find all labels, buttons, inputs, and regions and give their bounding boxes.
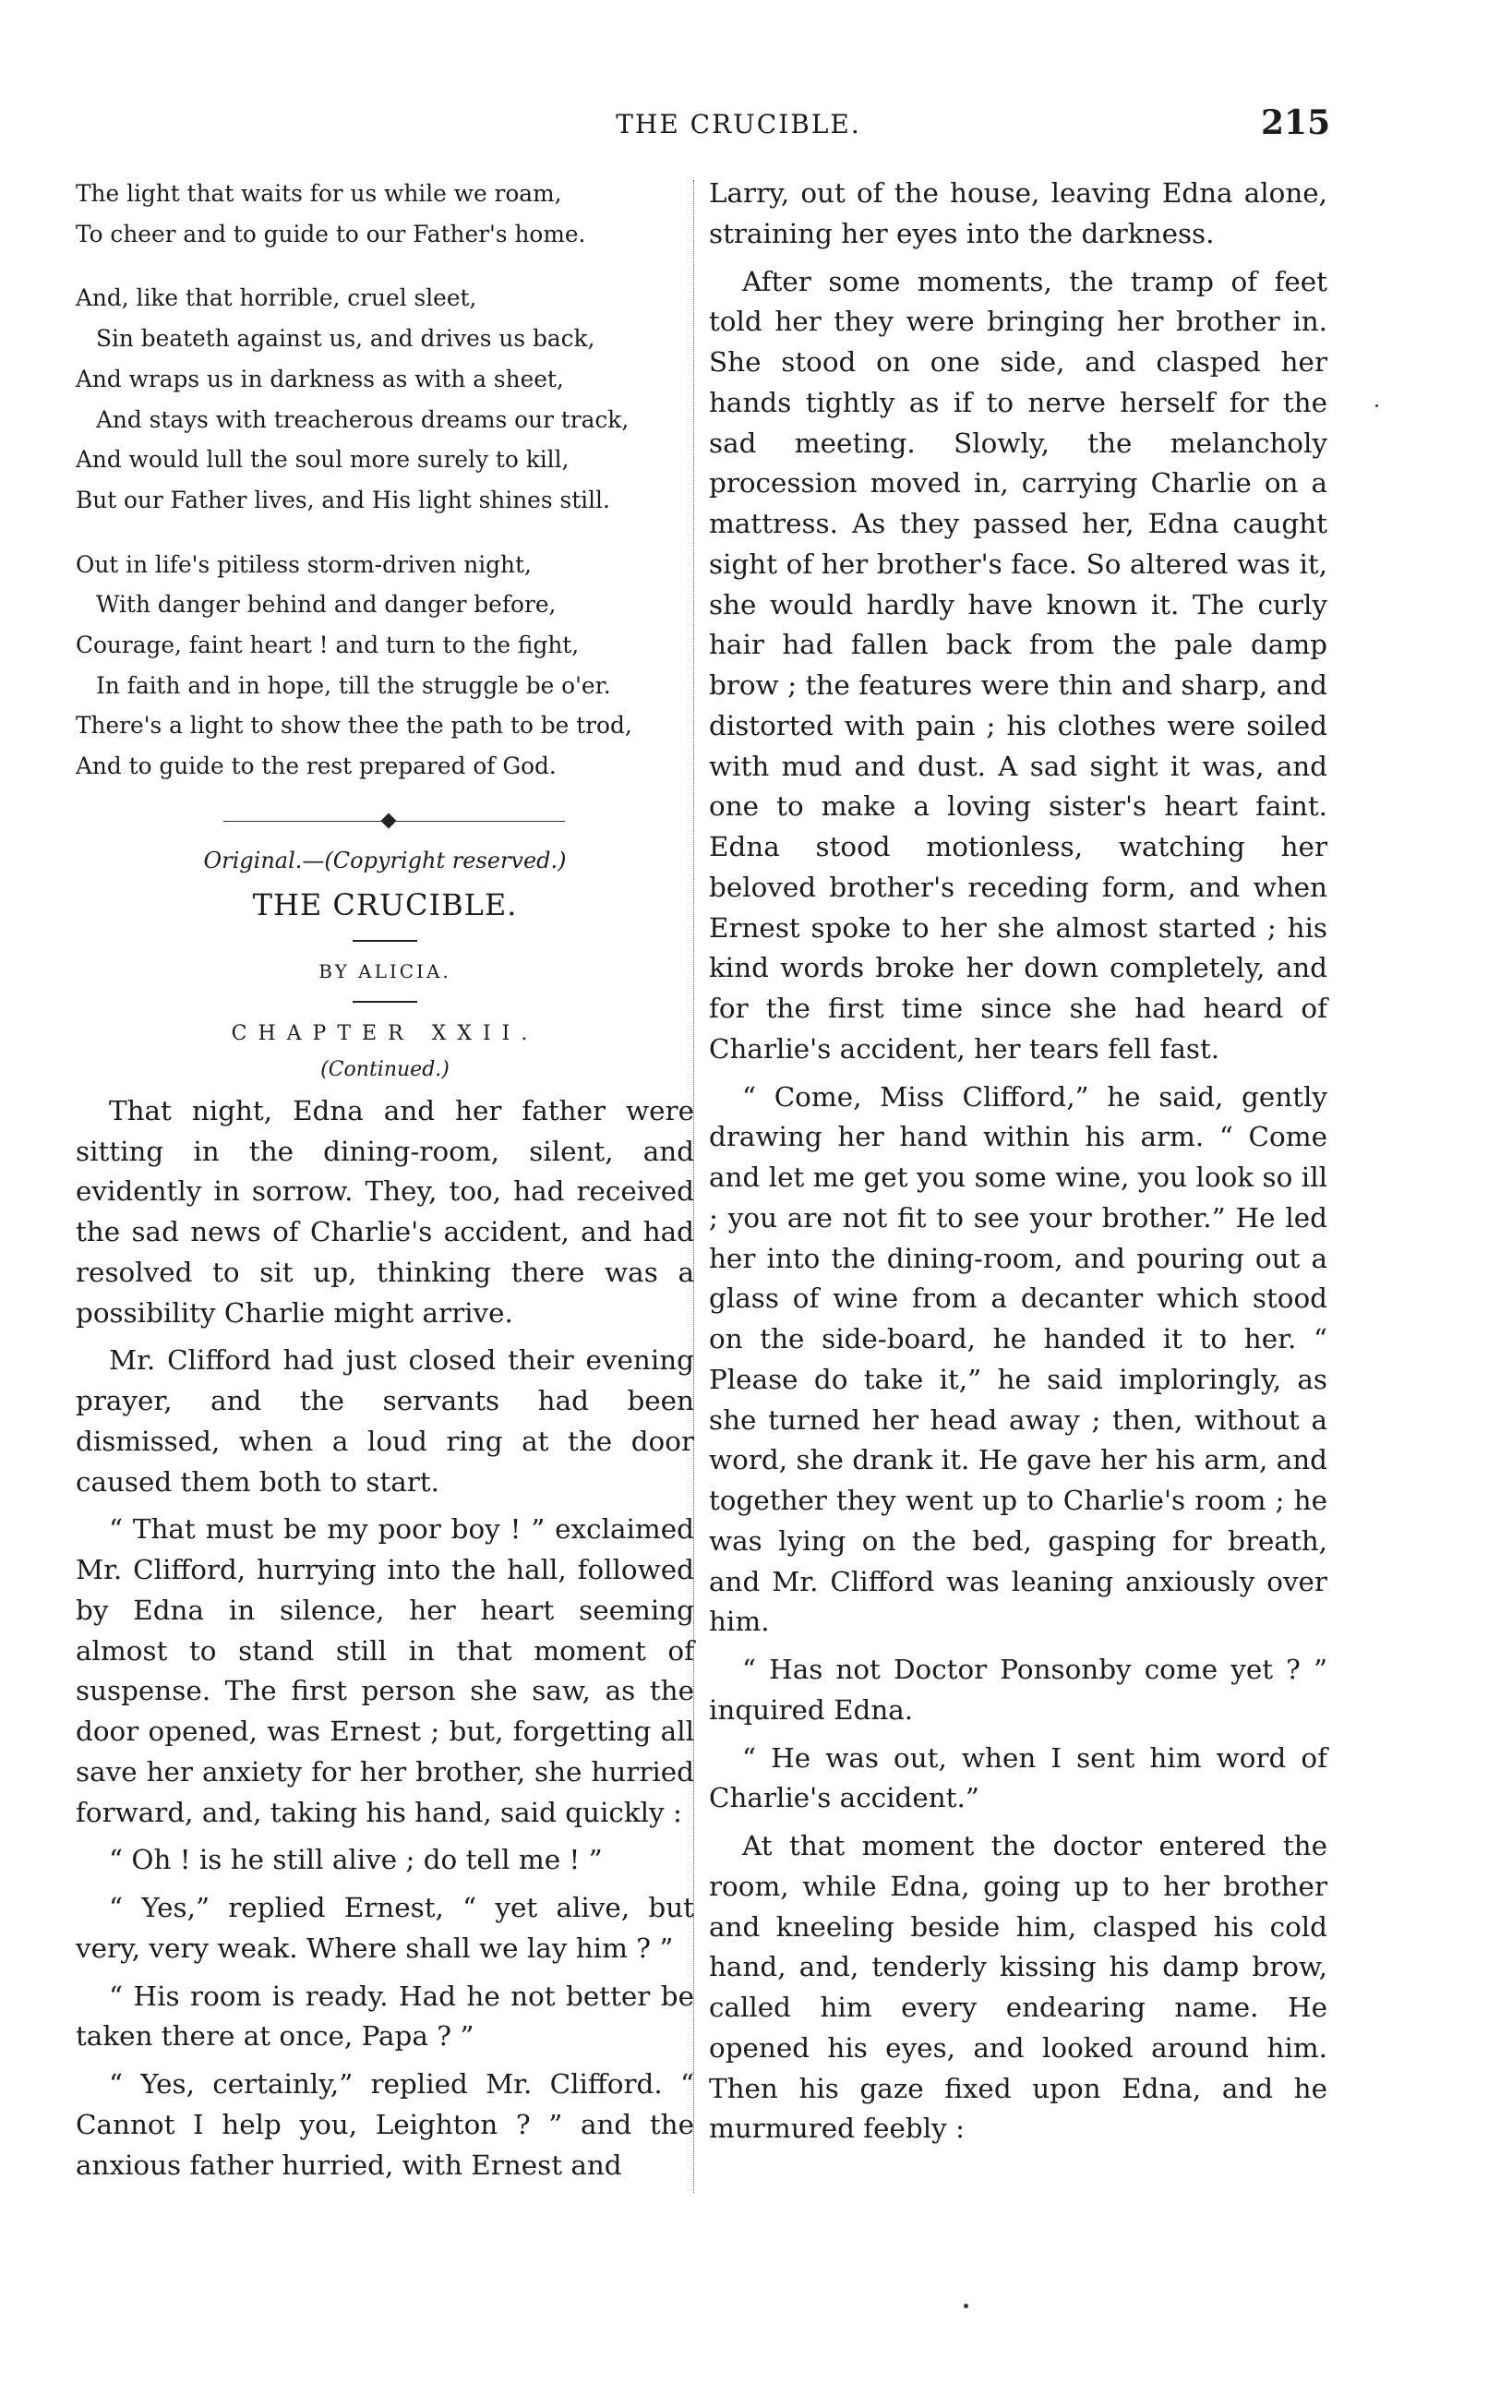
running-head: THE CRUCIBLE. — [616, 109, 861, 139]
poem-line: But our Father lives, and His light shines still. — [76, 486, 610, 513]
byline-rule — [353, 1001, 417, 1003]
paragraph: “ His room is ready. Had he not better be taken there at once, Papa ? ” — [76, 1980, 694, 2053]
poem-line: To cheer and to guide to our Father's home. — [76, 220, 586, 247]
paragraph: “ Yes, certainly,” replied Mr. Clifford. “ Cannot I help you, Leighton ? ” and the anxious father hurried, with Ernest and — [76, 2068, 694, 2181]
left-column — [76, 174, 694, 2185]
paragraph: At that moment the doctor entered the room, while Edna, going up to her brother and kneeling beside him, clasped his cold hand, and, tenderly kissing his damp brow, called him every endearing name. He opened his eyes, and looked around him. Then his gaze fixed upon Edna, and he murmured feebly : — [709, 1830, 1327, 2145]
poem-line: In faith and in hope, till the struggle be o'er. — [96, 671, 611, 699]
poem-line: And to guide to the rest prepared of God. — [76, 752, 557, 780]
poem — [76, 174, 694, 787]
poem-line: Out in life's pitiless storm-driven night, — [76, 550, 532, 578]
paragraph: “ He was out, when I sent him word of Charlie's accident.” — [709, 1741, 1327, 1814]
poem-line: And, like that horrible, cruel sleet, — [76, 284, 477, 312]
poem-line: And stays with treacherous dreams our track, — [96, 405, 630, 433]
story-title: THE CRUCIBLE. — [252, 886, 518, 922]
ornament-diamond-icon — [381, 813, 397, 828]
ink-speck — [964, 2304, 968, 2308]
poem-line: The light that waits for us while we roam, — [76, 180, 562, 207]
poem-line: And wraps us in darkness as with a sheet, — [76, 365, 564, 392]
title-rule — [353, 940, 417, 942]
poem-stanza-2 — [76, 278, 694, 520]
copyright-note: Original.—(Copyright reserved.) — [203, 847, 567, 873]
byline: BY ALICIA. — [318, 959, 451, 982]
paragraph: “ Has not Doctor Ponsonby come yet ? ” inquired Edna. — [709, 1654, 1327, 1726]
paragraph: Mr. Clifford had just closed their evening prayer, and the servants had been dismissed, when a loud ring at the door caused them both to start. — [76, 1344, 694, 1498]
paragraph: “ Come, Miss Clifford,” he said, gently drawing her hand within his arm. “ Come and let me get you some wine, you look so ill ; you are not fit to see your brother.” He led her into the dining-room, and pouring out a glass of wine from a decanter which stood on the side-board, he handed it to her. “ Please do take it,” he said imploringly, as she turned her head away ; then, without a word, she drank it. He gave her his arm, and together they went up to Charlie's room ; he was lying on the bed, gasping for breath, and Mr. Clifford was leaning anxiously over him. — [709, 1080, 1327, 1638]
paragraph-continued: Larry, out of the house, leaving Edna alone, straining her eyes into the darkness. — [709, 177, 1327, 249]
paragraph: After some moments, the tramp of feet told her they were bringing her brother in. She stood on one side, and clasped her hands tightly as if to nerve herself for the sad meeting. Slowly, the melancholy procession moved in, carrying Charlie on a mattress. As they passed her, Edna caught sight of her brother's face. So altered was it, she would hardly have known it. The curly hair had fallen back from the pale damp brow ; the features were thin and sharp, and distorted with pain ; his clothes were soiled with mud and dust. A sad sight it was, and one to make a loving sister's heart faint. Edna stood motionless, watching her beloved brother's receding form, and when Ernest spoke to her she almost started ; his kind words broke her down completely, and for the first time since she had heard of Charlie's accident, her tears fell fast. — [709, 265, 1327, 1065]
chapter-heading: CHAPTER XXII. — [231, 1021, 539, 1045]
poem-stanza-3 — [76, 545, 694, 787]
section-ornament — [76, 811, 694, 833]
paragraph: “ Oh ! is he still alive ; do tell me ! ” — [109, 1844, 603, 1876]
right-column — [709, 174, 1327, 2149]
poem-line: There's a light to show thee the path to be trod, — [76, 712, 632, 740]
poem-line: And would lull the soul more surely to kill, — [76, 446, 570, 474]
paragraph: “ Yes,” replied Ernest, “ yet alive, but very, very weak. Where shall we lay him ? ” — [76, 1892, 694, 1964]
paragraph: That night, Edna and her father were sitting in the dining-room, silent, and evidently in sorrow. They, too, had received the sad news of Charlie's accident, and had resolved to sit up, thinking there was a possibility Charlie might arrive. — [76, 1094, 694, 1329]
continued-note: (Continued.) — [320, 1057, 450, 1081]
page-number: 215 — [1261, 103, 1331, 142]
poem-line: Courage, faint heart ! and turn to the fight, — [76, 632, 580, 659]
poem-stanza-1 — [76, 174, 694, 254]
ink-speck — [1375, 404, 1378, 407]
poem-line: With danger behind and danger before, — [96, 591, 557, 619]
paragraph: “ That must be my poor boy ! ” exclaimed Mr. Clifford, hurrying into the hall, followed by Edna in silence, her heart seeming almost to stand still in that moment of suspense. The first person she saw, as the door opened, was Ernest ; but, forgetting all save her anxiety for her brother, she hurried forward, and, taking his hand, said quickly : — [76, 1513, 694, 1828]
poem-line: Sin beateth against us, and drives us back, — [96, 325, 595, 353]
